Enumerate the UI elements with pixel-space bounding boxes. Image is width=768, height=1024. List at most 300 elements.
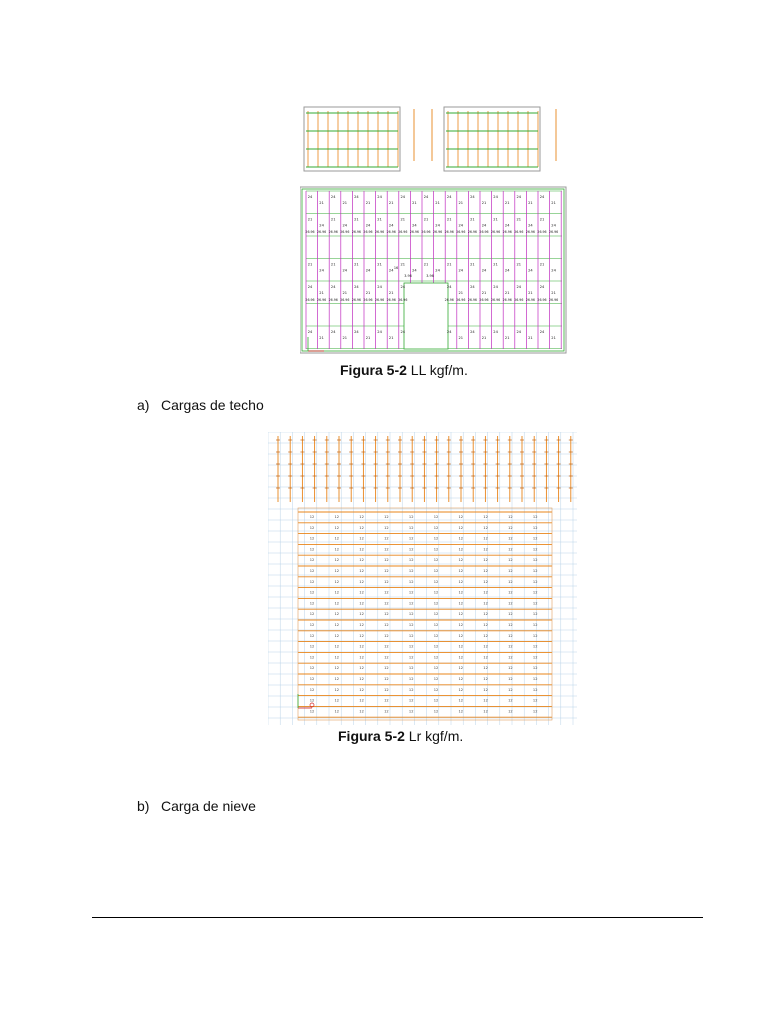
- load-label: 12: [309, 709, 315, 714]
- load-label: 24: [365, 268, 371, 273]
- load-label: 12: [408, 655, 414, 660]
- load-label: 12: [334, 612, 340, 617]
- load-label: 12: [309, 687, 315, 692]
- load-label: 12: [458, 698, 464, 703]
- load-label: 24: [470, 330, 475, 334]
- load-label: 21: [319, 336, 324, 340]
- load-label: 21: [481, 201, 487, 205]
- load-label: 21: [528, 336, 533, 340]
- load-label: 24: [388, 268, 394, 273]
- load-label: 12: [359, 590, 364, 595]
- load-label: 24: [377, 195, 382, 199]
- load-label: 26.96: [351, 230, 361, 234]
- load-label: 24: [446, 330, 452, 334]
- load-label: 26.96: [444, 230, 454, 234]
- load-label: 12: [309, 515, 315, 519]
- load-label: 12: [508, 644, 513, 649]
- load-label: 12: [532, 590, 538, 595]
- load-label: 21: [330, 262, 336, 267]
- figure-caption-1: [340, 362, 468, 378]
- load-label: 26.96: [502, 230, 512, 234]
- load-label: 12: [384, 698, 389, 703]
- load-label: 12: [309, 590, 315, 595]
- load-label: 3.96: [426, 274, 434, 278]
- load-label: 12: [483, 558, 488, 563]
- load-label: 12: [309, 698, 315, 703]
- load-label: 21: [458, 291, 464, 295]
- load-label: 26.96: [479, 230, 489, 234]
- load-label: 26.96: [398, 298, 408, 302]
- load-label: 12: [508, 525, 513, 530]
- load-label: 24: [435, 223, 440, 228]
- load-label: 12: [532, 547, 538, 552]
- load-label: 21: [412, 201, 417, 205]
- load-label: 12: [384, 579, 389, 584]
- load-label: 12: [359, 525, 364, 530]
- load-label: 24: [400, 195, 406, 199]
- load-label: 12: [458, 515, 464, 519]
- load-label: 12: [483, 612, 488, 617]
- load-label: 26.96: [351, 298, 361, 302]
- load-label: 12: [508, 601, 513, 606]
- load-label: 12: [408, 612, 414, 617]
- load-label: 26.96: [525, 298, 535, 302]
- load-label: 24: [319, 223, 324, 228]
- load-label: 12: [359, 536, 364, 541]
- load-label: 12: [483, 623, 488, 627]
- load-label: 12: [483, 590, 488, 595]
- load-label: 12: [433, 569, 439, 573]
- load-label: 21: [388, 336, 394, 340]
- load-label: 24: [412, 268, 417, 273]
- load-label: 12: [384, 709, 389, 714]
- load-label: 21: [493, 262, 498, 267]
- load-label: 24: [412, 223, 417, 228]
- load-label: 12: [508, 687, 513, 692]
- central-opening: [404, 283, 448, 349]
- load-label: 12: [359, 655, 364, 660]
- load-label: 12: [433, 612, 439, 617]
- load-label: 12: [483, 655, 488, 660]
- load-label: 21: [528, 201, 533, 205]
- load-label: 24: [458, 223, 464, 228]
- load-label: 24: [504, 223, 510, 228]
- load-label: 21: [377, 262, 382, 267]
- load-label: 24: [319, 268, 324, 273]
- load-label: 24: [446, 195, 452, 199]
- load-label: 12: [384, 612, 389, 617]
- list-marker: b): [137, 798, 150, 814]
- load-label: 26.96: [549, 230, 559, 234]
- load-label: 12: [334, 525, 340, 530]
- load-label: 16: [393, 266, 399, 270]
- load-label: 24: [330, 285, 336, 289]
- load-label: 21: [330, 217, 336, 222]
- load-label: 12: [532, 612, 538, 617]
- load-label: 21: [354, 217, 359, 222]
- load-label: 21: [342, 201, 348, 205]
- load-label: 12: [359, 558, 364, 563]
- load-label: 26.96: [537, 230, 547, 234]
- load-label: 12: [508, 612, 513, 617]
- load-label: 12: [408, 569, 414, 573]
- load-label: 26.96: [328, 298, 338, 302]
- load-label: 12: [483, 569, 488, 573]
- load-label: 12: [458, 569, 464, 573]
- load-label: 12: [309, 547, 315, 552]
- load-label: 12: [458, 558, 464, 563]
- figure-caption-text: LL kgf/m.: [410, 362, 468, 378]
- load-label: 24: [458, 268, 464, 273]
- load-label: 24: [504, 268, 510, 273]
- load-label: 12: [532, 633, 538, 638]
- load-label: 24: [551, 223, 556, 228]
- load-label: 12: [532, 558, 538, 563]
- load-label: 12: [384, 666, 389, 671]
- load-label: 12: [433, 666, 439, 671]
- load-label: 21: [539, 217, 545, 222]
- load-label: 12: [359, 698, 364, 703]
- load-label: 24: [377, 285, 382, 289]
- list-text: Carga de nieve: [161, 798, 256, 814]
- load-label: 12: [334, 547, 340, 552]
- load-label: 24: [539, 285, 545, 289]
- load-label: 12: [458, 633, 464, 638]
- load-label: 12: [334, 677, 340, 681]
- load-label: 12: [408, 579, 414, 584]
- load-label: 26.96: [340, 230, 350, 234]
- load-label: 12: [508, 698, 513, 703]
- load-label: 12: [408, 698, 414, 703]
- load-label: 21: [470, 217, 475, 222]
- list-item: [137, 397, 264, 413]
- load-label: 26.96: [467, 230, 477, 234]
- load-label: 12: [408, 687, 414, 692]
- load-label: 26.96: [421, 230, 431, 234]
- load-label: 12: [359, 677, 364, 681]
- load-label: 12: [532, 644, 538, 649]
- figure-label: Figura 5-2: [338, 728, 405, 744]
- load-label: 24: [342, 223, 348, 228]
- load-label: 12: [334, 644, 340, 649]
- load-label: 21: [528, 291, 533, 295]
- load-label: 12: [532, 655, 538, 660]
- load-label: 24: [400, 285, 406, 289]
- load-label: 24: [516, 195, 522, 199]
- load-label: 12: [309, 536, 315, 541]
- load-label: 12: [458, 590, 464, 595]
- load-label: 12: [483, 579, 488, 584]
- load-label: 26.96: [375, 298, 385, 302]
- load-label: 24: [354, 195, 359, 199]
- load-label: 26.96: [549, 298, 559, 302]
- load-label: 12: [334, 623, 340, 627]
- load-label: 12: [433, 601, 439, 606]
- load-label: 12: [483, 677, 488, 681]
- load-label: 12: [483, 687, 488, 692]
- load-label: 12: [384, 633, 389, 638]
- figure-caption-text: Lr kgf/m.: [408, 728, 464, 744]
- load-label: 26.96: [467, 298, 477, 302]
- load-label: 21: [516, 262, 522, 267]
- load-label: 12: [532, 515, 538, 519]
- load-label: 12: [483, 547, 488, 552]
- load-label: 21: [342, 336, 348, 340]
- load-label: 12: [384, 655, 389, 660]
- load-label: 12: [508, 623, 513, 627]
- load-label: 26.96: [433, 230, 443, 234]
- load-label: 24: [528, 223, 533, 228]
- load-label: 12: [384, 644, 389, 649]
- figure-caption-2: [338, 728, 463, 744]
- load-label: 12: [408, 623, 414, 627]
- load-label: 12: [309, 579, 315, 584]
- load-label: 12: [508, 515, 513, 519]
- load-label: 12: [334, 666, 340, 671]
- load-label: 21: [551, 336, 556, 340]
- load-label: 24: [493, 285, 498, 289]
- load-label: 12: [359, 623, 364, 627]
- load-label: 26.96: [456, 298, 466, 302]
- load-label: 12: [433, 547, 439, 552]
- load-label: 12: [384, 515, 389, 519]
- load-label: 12: [532, 536, 538, 541]
- load-label: 12: [384, 601, 389, 606]
- load-label: 26.96: [491, 298, 501, 302]
- load-label: 24: [528, 268, 533, 273]
- load-label: 12: [334, 515, 340, 519]
- load-label: 24: [446, 285, 452, 289]
- load-label: 24: [493, 195, 498, 199]
- load-label: 12: [532, 569, 538, 573]
- load-label: 12: [508, 579, 513, 584]
- load-label: 21: [388, 201, 394, 205]
- load-label: 12: [384, 590, 389, 595]
- load-label: 26.96: [375, 230, 385, 234]
- load-label: 12: [359, 633, 364, 638]
- load-label: 21: [470, 262, 475, 267]
- load-label: 12: [508, 666, 513, 671]
- load-label: 26.96: [363, 298, 373, 302]
- load-label: 12: [309, 612, 315, 617]
- load-label: 21: [516, 217, 522, 222]
- load-label: 12: [433, 579, 439, 584]
- load-label: 24: [342, 268, 348, 273]
- load-label: 24: [516, 330, 522, 334]
- load-label: 24: [365, 223, 371, 228]
- load-label: 24: [551, 268, 556, 273]
- load-label: 21: [458, 336, 464, 340]
- load-label: 12: [458, 612, 464, 617]
- load-label: 12: [408, 601, 414, 606]
- load-label: 12: [483, 698, 488, 703]
- load-label: 12: [433, 525, 439, 530]
- load-label: 24: [330, 195, 336, 199]
- load-label: 12: [408, 666, 414, 671]
- load-label: 12: [433, 623, 439, 627]
- load-label: 12: [384, 677, 389, 681]
- load-label: 21: [307, 262, 313, 267]
- load-label: 21: [423, 262, 429, 267]
- load-label: 12: [532, 623, 538, 627]
- load-label: 12: [359, 666, 364, 671]
- load-label: 12: [359, 515, 364, 519]
- load-label: 12: [334, 709, 340, 714]
- load-label: 12: [384, 558, 389, 563]
- load-label: 12: [359, 644, 364, 649]
- load-label: 26.96: [409, 230, 419, 234]
- load-label: 24: [388, 223, 394, 228]
- load-label: 21: [435, 201, 440, 205]
- load-label: 12: [458, 687, 464, 692]
- load-label: 12: [433, 698, 439, 703]
- load-label: 12: [508, 633, 513, 638]
- load-label: 12: [508, 536, 513, 541]
- load-label: 12: [408, 709, 414, 714]
- load-label: 12: [384, 569, 389, 573]
- load-label: 12: [483, 633, 488, 638]
- load-label: 12: [384, 525, 389, 530]
- load-label: 21: [307, 217, 313, 222]
- load-label: 12: [359, 569, 364, 573]
- load-label: 12: [508, 677, 513, 681]
- load-label: 12: [458, 525, 464, 530]
- load-label: 21: [354, 262, 359, 267]
- load-label: 12: [433, 590, 439, 595]
- load-label: 24: [470, 195, 475, 199]
- load-label: 12: [483, 525, 488, 530]
- load-label: 12: [309, 655, 315, 660]
- load-label: 24: [307, 195, 313, 199]
- load-label: 12: [309, 644, 315, 649]
- load-label: 12: [458, 547, 464, 552]
- load-label: 12: [508, 558, 513, 563]
- load-label: 12: [433, 515, 439, 519]
- load-label: 12: [483, 601, 488, 606]
- load-label: 26.96: [537, 298, 547, 302]
- load-label: 24: [354, 330, 359, 334]
- load-label: 12: [334, 558, 340, 563]
- load-label: 24: [377, 330, 382, 334]
- load-label: 12: [458, 623, 464, 627]
- load-label: 21: [539, 262, 545, 267]
- load-label: 21: [446, 262, 452, 267]
- load-label: 12: [384, 623, 389, 627]
- load-label: 12: [532, 579, 538, 584]
- load-label: 12: [408, 644, 414, 649]
- load-label: 24: [435, 268, 440, 273]
- load-label: 24: [354, 285, 359, 289]
- load-label: 26.96: [502, 298, 512, 302]
- upper-roof-blocks: [300, 107, 556, 171]
- load-label: 12: [433, 709, 439, 714]
- load-label: 12: [458, 601, 464, 606]
- load-label: 24: [400, 330, 406, 334]
- load-label: 12: [309, 558, 315, 563]
- load-label: 21: [481, 336, 487, 340]
- load-label: 12: [334, 536, 340, 541]
- load-label: 12: [408, 677, 414, 681]
- list-text: Cargas de techo: [161, 397, 264, 413]
- load-label: 24: [330, 330, 336, 334]
- load-label: 12: [359, 601, 364, 606]
- load-label: 12: [334, 601, 340, 606]
- load-label: 26.96: [363, 230, 373, 234]
- load-label: 21: [388, 291, 394, 295]
- load-label: 12: [384, 547, 389, 552]
- load-label: 21: [400, 217, 406, 222]
- load-label: 12: [458, 709, 464, 714]
- load-label: 21: [319, 201, 324, 205]
- load-label: 12: [359, 547, 364, 552]
- load-label: 26.96: [386, 298, 396, 302]
- load-label: 12: [408, 547, 414, 552]
- load-label: 12: [532, 601, 538, 606]
- load-label: 12: [334, 579, 340, 584]
- load-label: 21: [365, 336, 371, 340]
- load-label: 12: [532, 698, 538, 703]
- load-label: 26.96: [491, 230, 501, 234]
- load-label: 12: [408, 525, 414, 530]
- load-label: 12: [483, 709, 488, 714]
- load-label: 12: [483, 515, 488, 519]
- load-label: 12: [309, 677, 315, 681]
- load-label: 12: [458, 655, 464, 660]
- load-label: 21: [342, 291, 348, 295]
- load-label: 12: [508, 569, 513, 573]
- load-label: 12: [483, 666, 488, 671]
- footer-divider: [92, 917, 703, 918]
- load-label: 12: [408, 590, 414, 595]
- load-label: 26.96: [525, 230, 535, 234]
- load-label: 12: [309, 569, 315, 573]
- load-label: 12: [458, 644, 464, 649]
- load-label: 12: [458, 677, 464, 681]
- list-item: [137, 798, 256, 814]
- load-label: 12: [458, 536, 464, 541]
- load-label: 21: [319, 291, 324, 295]
- load-label: 26.96: [317, 230, 327, 234]
- load-label: 12: [508, 547, 513, 552]
- load-label: 21: [458, 201, 464, 205]
- load-label: 12: [483, 644, 488, 649]
- load-label: 12: [408, 515, 414, 519]
- load-label: 21: [400, 262, 406, 267]
- load-label: 12: [359, 612, 364, 617]
- load-label: 21: [377, 217, 382, 222]
- load-label: 24: [516, 285, 522, 289]
- load-label: 12: [433, 677, 439, 681]
- load-label: 26.96: [340, 298, 350, 302]
- load-label: 24: [470, 285, 475, 289]
- load-label: 12: [433, 655, 439, 660]
- load-label: 12: [359, 579, 364, 584]
- load-label: 26.96: [479, 298, 489, 302]
- load-label: 12: [309, 525, 315, 530]
- load-label: 26.96: [317, 298, 327, 302]
- load-label: 12: [532, 687, 538, 692]
- load-label: 24: [493, 330, 498, 334]
- load-label: 12: [334, 590, 340, 595]
- load-label: 21: [446, 217, 452, 222]
- load-label: 21: [551, 201, 556, 205]
- load-label: 21: [551, 291, 556, 295]
- load-label: 21: [504, 201, 510, 205]
- load-label: 12: [458, 579, 464, 584]
- load-label: 24: [307, 330, 313, 334]
- figure-lr-plan: [268, 432, 577, 725]
- load-label: 26.96: [398, 230, 408, 234]
